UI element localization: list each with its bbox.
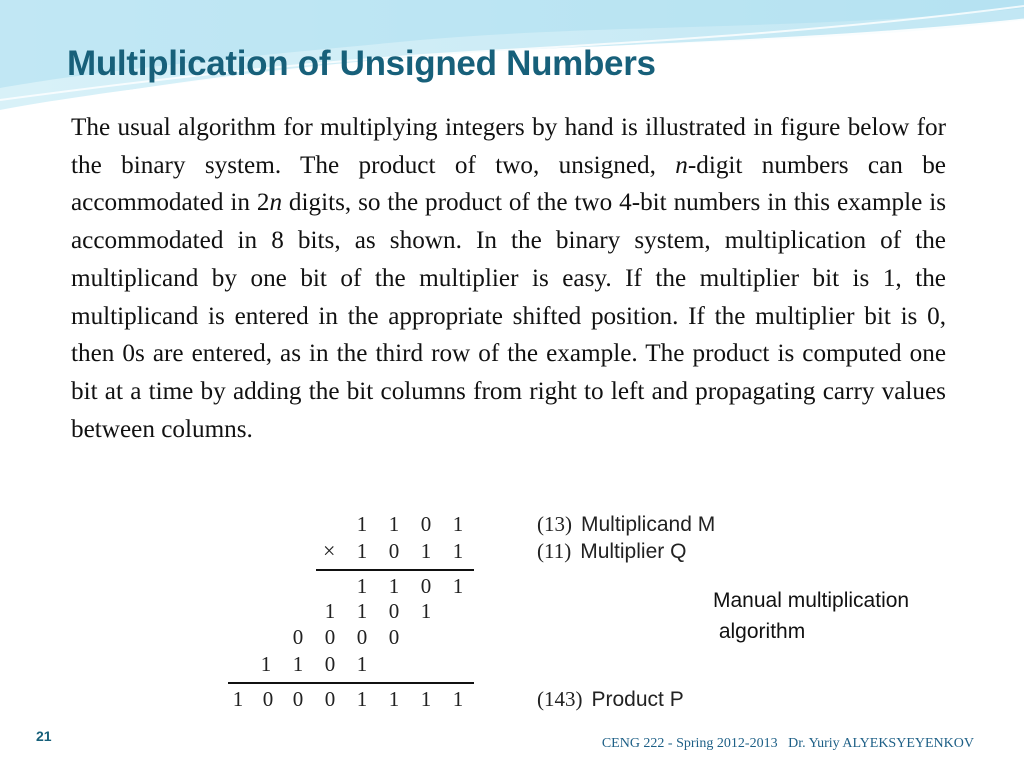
body-variable-n-2: n bbox=[269, 189, 283, 217]
multiplier-bit: 1 bbox=[356, 539, 368, 563]
partial-product-bit: 0 bbox=[324, 652, 336, 676]
operand-rule bbox=[316, 569, 474, 571]
product-bit: 0 bbox=[292, 687, 304, 711]
product-value: (143) bbox=[537, 687, 583, 711]
multiplier-name: Multiplier Q bbox=[580, 540, 687, 563]
slide-footer: CENG 222 - Spring 2012-2013 Dr. Yuriy ALYEKSYEYENKOV bbox=[601, 736, 974, 751]
multiplicand-bit: 1 bbox=[452, 512, 464, 536]
product-bit: 1 bbox=[232, 687, 244, 711]
partial-product-bit: 1 bbox=[388, 574, 400, 598]
product-bit: 0 bbox=[262, 687, 274, 711]
body-variable-n-1: n bbox=[675, 151, 688, 179]
partial-product-bit: 1 bbox=[356, 574, 368, 598]
product-bit: 0 bbox=[324, 687, 336, 711]
multiplicand-name: Multiplicand M bbox=[581, 513, 716, 536]
partial-product-bit: 0 bbox=[292, 625, 304, 649]
slide-number: 21 bbox=[36, 728, 52, 744]
partial-product-bit: 0 bbox=[420, 574, 432, 598]
multiplicand-label bbox=[537, 512, 715, 537]
partial-product-bit: 1 bbox=[356, 652, 368, 676]
partial-product-bit: 1 bbox=[260, 652, 272, 676]
body-paragraph bbox=[71, 109, 946, 448]
sum-rule bbox=[228, 682, 474, 684]
times-symbol: × bbox=[323, 538, 336, 563]
multiplier-bit: 1 bbox=[420, 539, 432, 563]
product-name: Product P bbox=[591, 688, 684, 711]
partial-product-bit: 0 bbox=[324, 625, 336, 649]
multiplier-label bbox=[537, 539, 686, 564]
product-bit: 1 bbox=[388, 687, 400, 711]
multiplier-bit: 1 bbox=[452, 539, 464, 563]
body-text-part-2: -digit numbers can be accommodated in 2 bbox=[71, 151, 946, 217]
partial-product-bit: 0 bbox=[388, 625, 400, 649]
partial-product-bit: 0 bbox=[388, 599, 400, 623]
multiplicand-value: (13) bbox=[537, 512, 572, 536]
partial-product-bit: 0 bbox=[356, 625, 368, 649]
product-bit: 1 bbox=[356, 687, 368, 711]
partial-product-bit: 1 bbox=[324, 599, 336, 623]
figure-caption bbox=[713, 585, 909, 647]
slide-title: Multiplication of Unsigned Numbers bbox=[67, 44, 656, 83]
caption-line: algorithm bbox=[713, 620, 806, 643]
product-bit: 1 bbox=[452, 687, 464, 711]
partial-product-bit: 1 bbox=[452, 574, 464, 598]
multiplication-figure bbox=[222, 509, 738, 714]
caption-line: Manual multiplication bbox=[713, 589, 910, 612]
product-bit: 1 bbox=[420, 687, 432, 711]
multiplicand-bit: 1 bbox=[356, 512, 368, 536]
partial-product-bit: 1 bbox=[356, 599, 368, 623]
body-text-part-3: digits, so the product of the two 4-bit numbers in this example is accommodated in 8 bits, as shown. In the binary system, multiplication of the multiplicand by one bit of the multiplier is easy. If the multiplier bit is 1, the multiplicand is entered in the appropriate shifted position. If the multiplier bit is 0, then 0s are entered, as in the third row of the example. The product is computed one bit at a time by adding the bit columns from right to left and propagating carry values between columns. bbox=[71, 189, 946, 443]
multiplicand-bit: 1 bbox=[388, 512, 400, 536]
partial-product-bit: 1 bbox=[292, 652, 304, 676]
body-text-part-1: The usual algorithm for multiplying integers by hand is illustrated in figure below for the binary system. The product of two, unsigned, bbox=[71, 114, 946, 179]
product-label bbox=[537, 687, 684, 712]
multiplier-bit: 0 bbox=[388, 539, 400, 563]
multiplicand-bit: 0 bbox=[420, 512, 432, 536]
partial-product-bit: 1 bbox=[420, 599, 432, 623]
multiplier-value: (11) bbox=[537, 539, 572, 563]
